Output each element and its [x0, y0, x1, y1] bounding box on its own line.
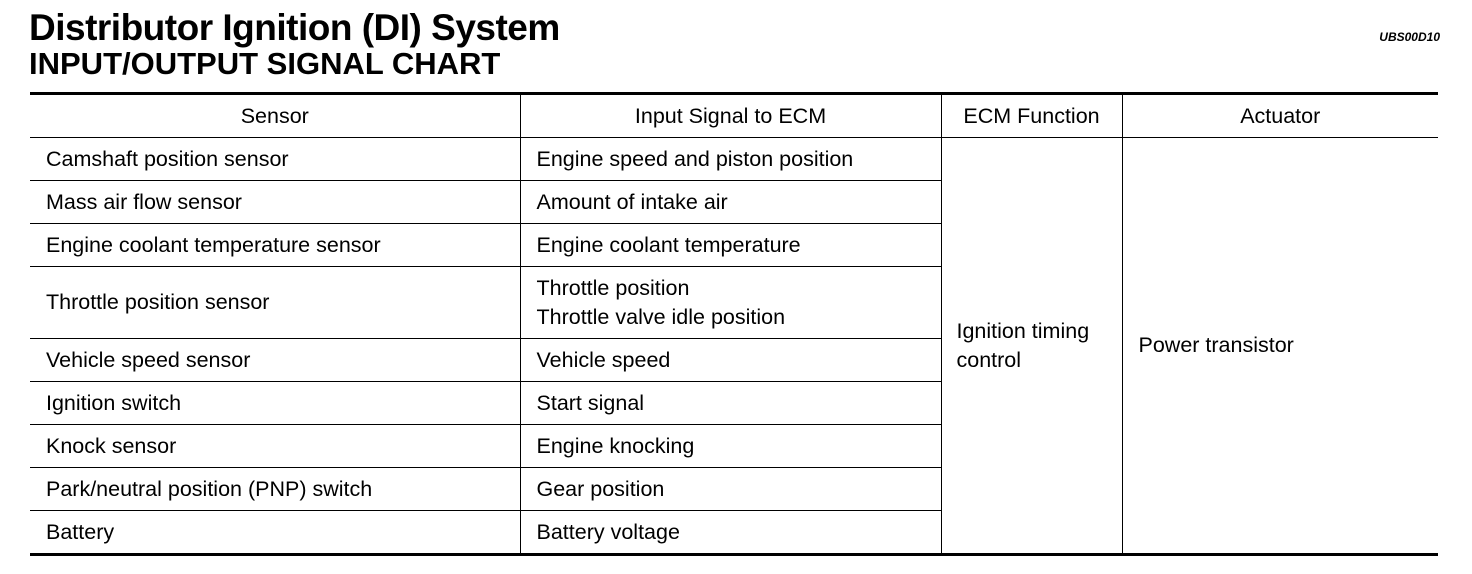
input-signal-cell — [520, 339, 941, 382]
document-code: UBS00D10 — [1379, 30, 1440, 44]
actuator-cell: Power transistor — [1122, 138, 1438, 555]
sensor-cell: Vehicle speed sensor — [30, 339, 520, 382]
input-signal-text: Amount of intake air — [536, 189, 728, 214]
input-signal-text: Battery voltage — [536, 519, 680, 544]
column-header-sensor: Sensor — [30, 94, 520, 138]
sensor-cell: Park/neutral position (PNP) switch — [30, 468, 520, 511]
input-signal-cell — [520, 511, 941, 555]
input-signal-text: Start signal — [536, 390, 645, 415]
input-signal-cell — [520, 181, 941, 224]
column-header-ecm-function: ECM Function — [941, 94, 1122, 138]
sensor-cell: Throttle position sensor — [30, 267, 520, 339]
column-header-actuator: Actuator — [1122, 94, 1438, 138]
input-signal-text: Vehicle speed — [536, 347, 671, 372]
page-title: Distributor Ignition (DI) System — [29, 7, 560, 48]
page-subtitle: INPUT/OUTPUT SIGNAL CHART — [29, 46, 501, 81]
input-signal-cell — [520, 382, 941, 425]
input-signal-text: Engine coolant temperature — [536, 232, 801, 257]
input-signal-text: Throttle valve idle position — [536, 304, 786, 329]
sensor-cell: Mass air flow sensor — [30, 181, 520, 224]
sensor-cell: Knock sensor — [30, 425, 520, 468]
input-signal-cell — [520, 138, 941, 181]
table-header-row — [30, 94, 1438, 138]
column-header-input-signal: Input Signal to ECM — [520, 94, 941, 138]
ecm-function-cell: Ignition timing control — [941, 138, 1122, 555]
sensor-cell: Ignition switch — [30, 382, 520, 425]
input-signal-cell — [520, 224, 941, 267]
sensor-cell: Engine coolant temperature sensor — [30, 224, 520, 267]
input-signal-text: Throttle position — [536, 275, 690, 300]
table-body — [30, 138, 1438, 555]
input-signal-text: Engine knocking — [536, 433, 695, 458]
input-signal-cell — [520, 468, 941, 511]
signal-chart-table — [30, 92, 1438, 556]
sensor-cell: Battery — [30, 511, 520, 555]
input-signal-text: Engine speed and piston position — [536, 146, 854, 171]
input-signal-cell — [520, 425, 941, 468]
table-row — [30, 138, 1438, 181]
input-signal-text: Gear position — [536, 476, 665, 501]
input-signal-cell — [520, 267, 941, 339]
sensor-cell: Camshaft position sensor — [30, 138, 520, 181]
